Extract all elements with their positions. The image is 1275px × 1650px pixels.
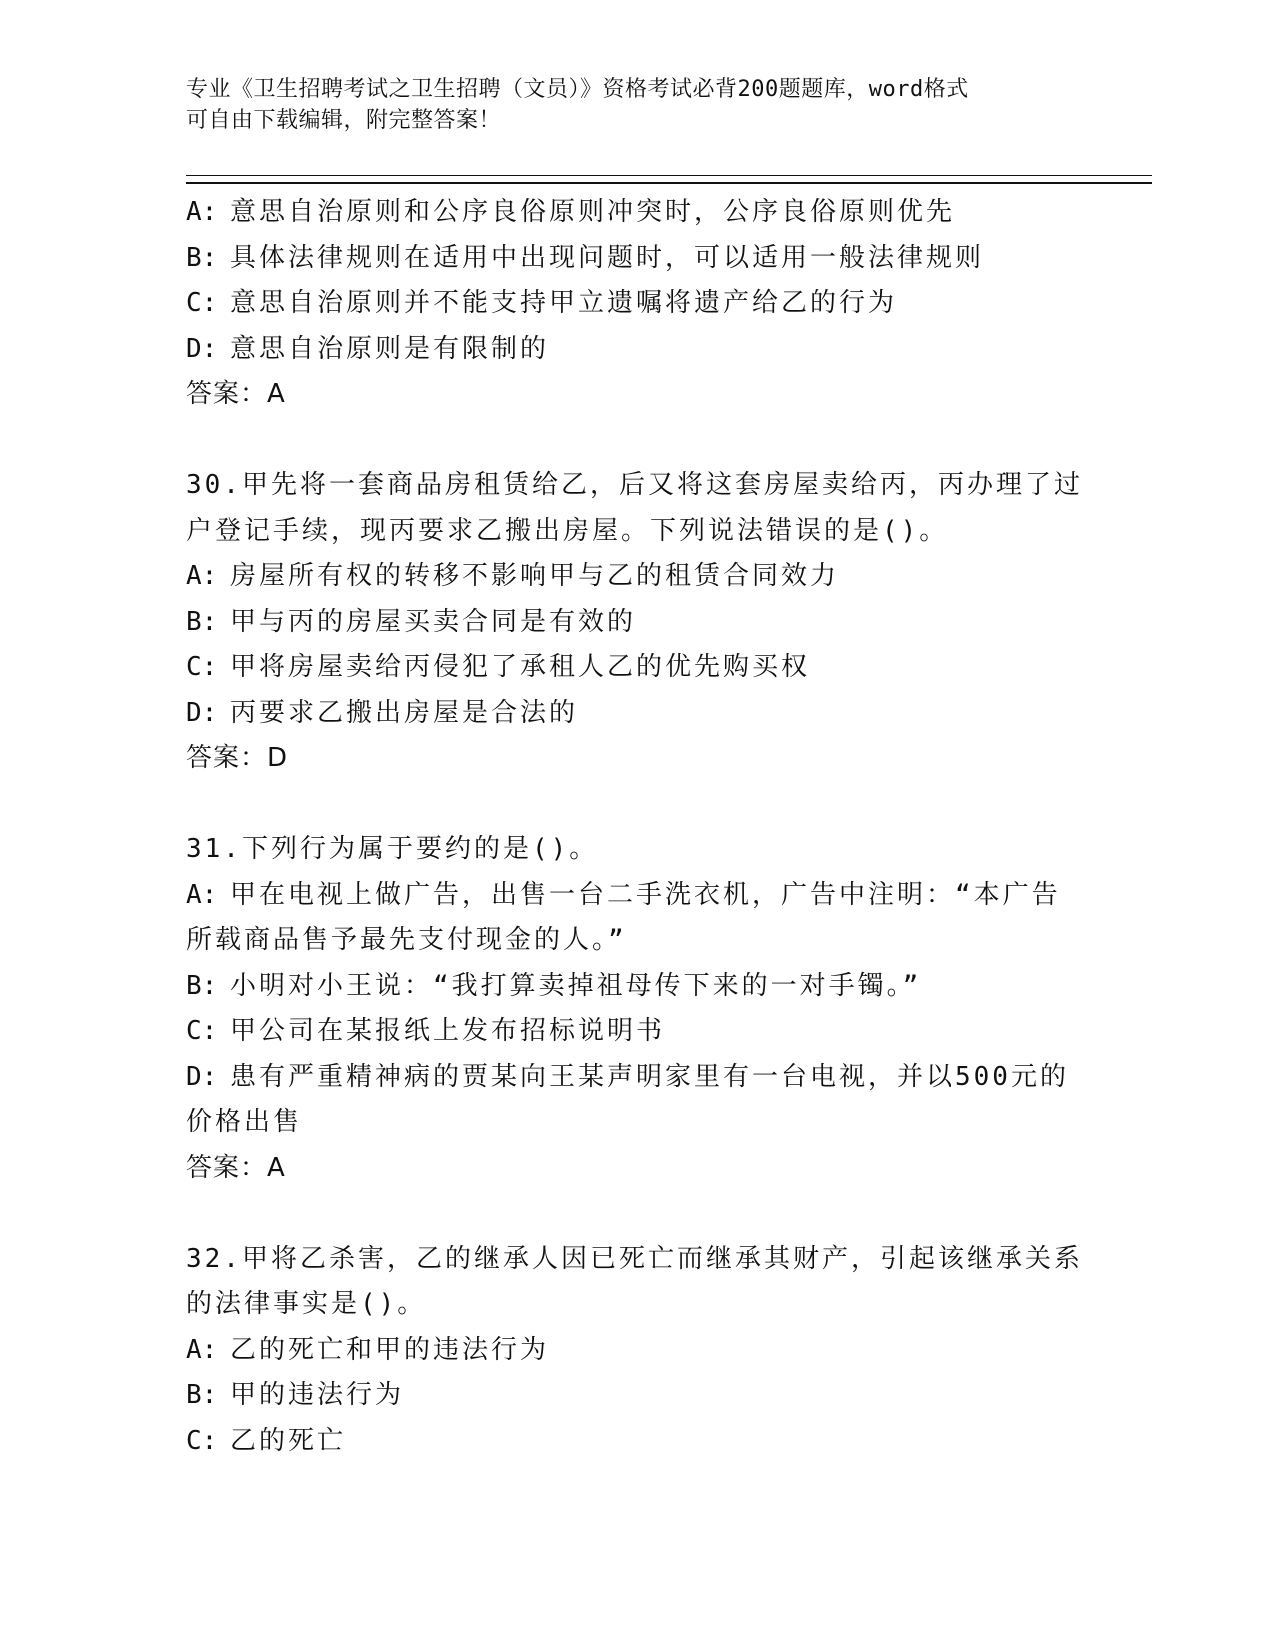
question-content: [186, 190, 1086, 1464]
question-stem-line: 的法律事实是()。: [186, 1289, 427, 1319]
question-stem-line: 户登记手续，现丙要求乙搬出房屋。下列说法错误的是()。: [186, 515, 949, 546]
option-text: 具体法律规则在适用中出现问题时，可以适用一般法律规则: [230, 242, 985, 273]
option-a-continuation: 所载商品售予最先支付现金的人。”: [186, 925, 627, 955]
question-32: [186, 1237, 1086, 1465]
option-text: 意思自治原则并不能支持甲立遗嘱将遗产给乙的行为: [230, 288, 898, 318]
option-text: 乙的死亡: [230, 1425, 347, 1456]
option-a: [186, 1328, 1086, 1374]
answer-label: 答案：A: [186, 379, 286, 409]
option-letter: C:: [186, 652, 218, 682]
option-d-continuation: 价格出售: [186, 1107, 303, 1137]
option-text: 甲的违法行为: [230, 1380, 405, 1410]
option-b: [186, 600, 1086, 646]
option-a: [186, 554, 1086, 600]
option-letter: C:: [186, 1016, 218, 1046]
option-c: [186, 645, 1086, 691]
option-b: [186, 964, 1086, 1010]
option-b: [186, 1373, 1086, 1419]
option-letter: D:: [186, 1061, 218, 1092]
question-30: [186, 463, 1086, 782]
option-letter: C:: [186, 288, 218, 318]
spacer: [186, 782, 1086, 828]
option-text: 小明对小王说：“我打算卖掉祖母传下来的一对手镯。”: [230, 970, 922, 1001]
option-c: [186, 1419, 1086, 1465]
option-letter: A:: [186, 879, 218, 910]
option-letter: C:: [186, 1425, 218, 1456]
option-c: [186, 281, 1086, 327]
spacer: [186, 418, 1086, 464]
header-divider-thick: [186, 182, 1152, 184]
option-letter: B:: [186, 606, 218, 637]
option-c: [186, 1009, 1086, 1055]
option-text: 甲与丙的房屋买卖合同是有效的: [230, 606, 637, 637]
option-d: [186, 327, 1086, 373]
question-stem-line: 30.甲先将一套商品房租赁给乙，后又将这套房屋卖给丙，丙办理了过: [186, 470, 1083, 500]
option-letter: B:: [186, 1380, 218, 1410]
option-a: [186, 873, 1086, 919]
option-text: 患有严重精神病的贾某向王某声明家里有一台电视，并以500元的: [230, 1061, 1069, 1092]
prev-question-block: [186, 190, 1086, 418]
option-letter: B:: [186, 970, 218, 1001]
question-stem-line: 32.甲将乙杀害，乙的继承人因已死亡而继承其财产，引起该继承关系: [186, 1243, 1083, 1274]
question-31: [186, 827, 1086, 1191]
option-letter: A:: [186, 1334, 218, 1365]
option-letter: D:: [186, 333, 218, 364]
answer-label: 答案：A: [186, 1152, 286, 1183]
option-b: [186, 236, 1086, 282]
question-stem-line: 31.下列行为属于要约的是()。: [186, 834, 599, 864]
option-text: 甲在电视上做广告，出售一台二手洗衣机，广告中注明：“本广告: [230, 879, 1061, 910]
option-text: 丙要求乙搬出房屋是合法的: [230, 697, 579, 728]
spacer: [186, 1191, 1086, 1237]
option-letter: B:: [186, 242, 218, 273]
header-title-line-1: 专业《卫生招聘考试之卫生招聘（文员）》资格考试必背200题题库，word格式: [186, 77, 969, 102]
option-d: [186, 1055, 1086, 1101]
header-divider-thin: [186, 175, 1152, 176]
option-text: 甲将房屋卖给丙侵犯了承租人乙的优先购买权: [230, 652, 811, 682]
option-text: 房屋所有权的转移不影响甲与乙的租赁合同效力: [230, 561, 840, 591]
option-d: [186, 691, 1086, 737]
document-header: [186, 74, 1086, 136]
option-text: 意思自治原则是有限制的: [230, 333, 550, 364]
header-title-line-2: 可自由下载编辑，附完整答案！: [186, 108, 502, 133]
answer-label: 答案：D: [186, 743, 289, 773]
option-text: 甲公司在某报纸上发布招标说明书: [230, 1016, 666, 1046]
option-letter: D:: [186, 697, 218, 728]
option-letter: A:: [186, 197, 218, 227]
option-a: [186, 190, 1086, 236]
option-text: 意思自治原则和公序良俗原则冲突时，公序良俗原则优先: [230, 197, 956, 227]
option-text: 乙的死亡和甲的违法行为: [230, 1334, 550, 1365]
option-letter: A:: [186, 561, 218, 591]
